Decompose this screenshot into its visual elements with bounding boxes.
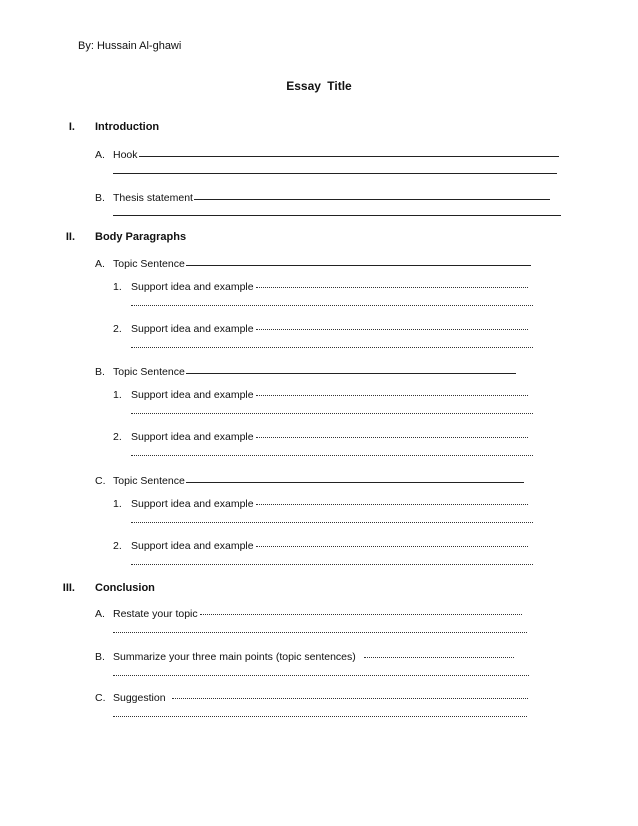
section-title-introduction: Introduction <box>95 121 160 133</box>
item-marker: 1. <box>113 281 122 293</box>
conclusion-suggestion-row <box>95 692 528 704</box>
suggestion-label: Suggestion <box>113 692 166 704</box>
topic-blank-line <box>186 373 516 374</box>
summarize-label: Summarize your three main points (topic sentences) <box>113 651 356 663</box>
body-c-support-2-row <box>113 540 528 552</box>
author-line: By: Hussain Al-ghawi <box>78 40 182 52</box>
support-dotted-line <box>256 395 528 396</box>
suggestion-dotted-line-2 <box>113 716 527 717</box>
section-title-conclusion: Conclusion <box>95 582 155 594</box>
summarize-dotted-line-2 <box>113 675 529 676</box>
item-marker: B. <box>95 366 105 378</box>
conclusion-summarize-row <box>95 651 514 663</box>
support-label: Support idea and example <box>131 540 254 552</box>
hook-blank-line-2 <box>113 173 557 174</box>
support-dotted-line <box>256 287 528 288</box>
support-dotted-line <box>256 546 528 547</box>
support-dotted-line-2 <box>131 564 533 565</box>
hook-blank-line <box>139 156 559 157</box>
support-dotted-line-2 <box>131 413 533 414</box>
support-dotted-line <box>256 504 528 505</box>
support-dotted-line-2 <box>131 305 533 306</box>
support-dotted-line-2 <box>131 347 533 348</box>
section-title-body: Body Paragraphs <box>95 231 187 243</box>
body-a-support-2-row <box>113 323 528 335</box>
thesis-label: Thesis statement <box>113 192 193 204</box>
conclusion-restate-row <box>95 608 522 620</box>
support-dotted-line <box>256 329 528 330</box>
item-marker: A. <box>95 149 105 161</box>
support-label: Support idea and example <box>131 323 254 335</box>
restate-dotted-line-2 <box>113 632 527 633</box>
body-a-topic-row <box>95 258 531 270</box>
item-marker: 2. <box>113 540 122 552</box>
support-label: Support idea and example <box>131 431 254 443</box>
section-number-iii: III. <box>62 582 75 594</box>
section-number-ii: II. <box>65 231 75 243</box>
item-marker: A. <box>95 258 105 270</box>
support-label: Support idea and example <box>131 281 254 293</box>
item-marker: C. <box>95 475 106 487</box>
section-number-i: I. <box>68 121 75 133</box>
item-marker: A. <box>95 608 105 620</box>
topic-blank-line <box>186 265 531 266</box>
suggestion-dotted-line <box>172 698 528 699</box>
item-marker: 1. <box>113 389 122 401</box>
support-label: Support idea and example <box>131 498 254 510</box>
topic-blank-line <box>186 482 524 483</box>
item-marker: 2. <box>113 323 122 335</box>
intro-thesis-row <box>95 192 550 204</box>
support-dotted-line <box>256 437 528 438</box>
body-b-support-2-row <box>113 431 528 443</box>
topic-sentence-label: Topic Sentence <box>113 258 185 270</box>
thesis-blank-line <box>194 199 550 200</box>
item-marker: B. <box>95 651 105 663</box>
hook-label: Hook <box>113 149 138 161</box>
topic-sentence-label: Topic Sentence <box>113 475 185 487</box>
item-marker: C. <box>95 692 106 704</box>
item-marker: 1. <box>113 498 122 510</box>
thesis-blank-line-2 <box>113 215 561 216</box>
body-c-support-1-row <box>113 498 528 510</box>
body-b-support-1-row <box>113 389 528 401</box>
topic-sentence-label: Topic Sentence <box>113 366 185 378</box>
summarize-dotted-line <box>364 657 514 658</box>
body-b-topic-row <box>95 366 516 378</box>
support-label: Support idea and example <box>131 389 254 401</box>
essay-title: Essay Title <box>286 79 352 93</box>
body-a-support-1-row <box>113 281 528 293</box>
item-marker: B. <box>95 192 105 204</box>
intro-hook-row <box>95 149 559 161</box>
body-c-topic-row <box>95 475 524 487</box>
restate-label: Restate your topic <box>113 608 198 620</box>
restate-dotted-line <box>200 614 522 615</box>
item-marker: 2. <box>113 431 122 443</box>
support-dotted-line-2 <box>131 455 533 456</box>
support-dotted-line-2 <box>131 522 533 523</box>
